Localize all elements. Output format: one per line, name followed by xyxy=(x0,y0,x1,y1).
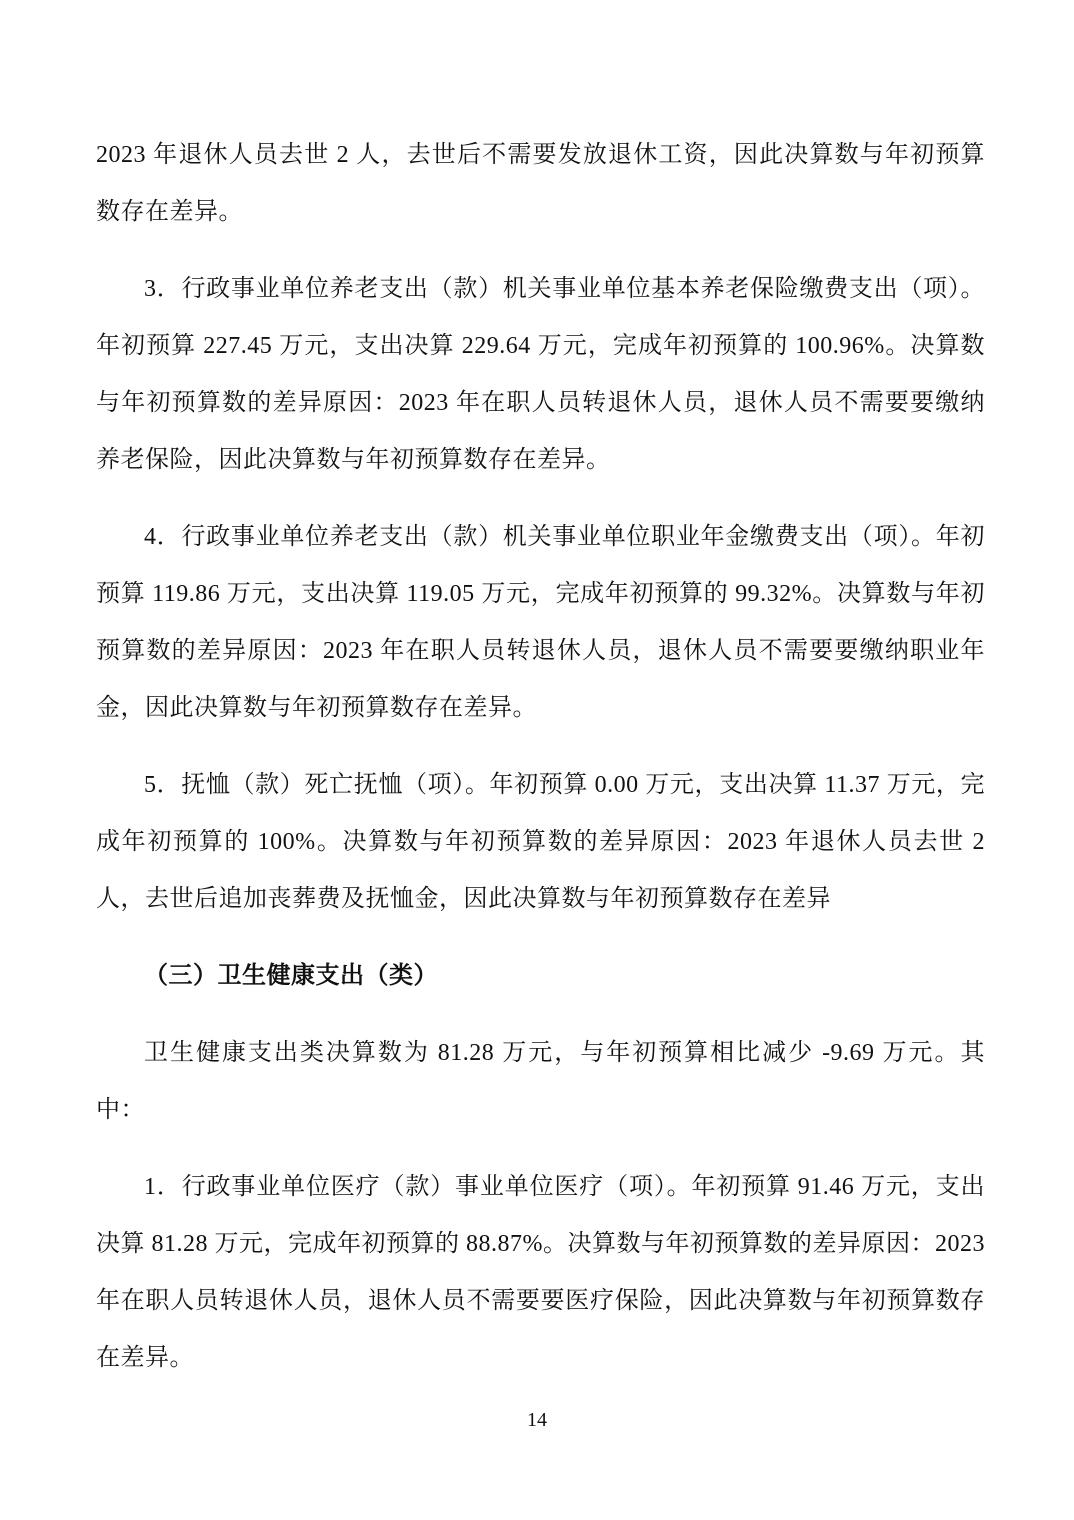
paragraph-item-1-medical-expenditure: 1．行政事业单位医疗（款）事业单位医疗（项）。年初预算 91.46 万元，支出决算 81.28 万元，完成年初预算的 88.87%。决算数与年初预算数的差异原因：2023 年在职人员转退休人员，退休人员不需要要医疗保险，因此决算数与年初预算数存在差异。 xyxy=(96,1174,985,1371)
document-body xyxy=(96,127,985,1387)
paragraph-health-expenditure-summary: 卫生健康支出类决算数为 81.28 万元，与年初预算相比减少 -9.69 万元。其中： xyxy=(96,1040,985,1123)
section-heading-health-expenditure: （三）卫生健康支出（类） xyxy=(144,963,438,989)
paragraph-pension-diff-continuation: 2023 年退休人员去世 2 人，去世后不需要发放退休工资，因此决算数与年初预算数存在差异。 xyxy=(96,142,985,225)
page-footer xyxy=(0,1405,1074,1435)
page-number: 14 xyxy=(527,1409,547,1431)
paragraph-item-4-occupational-annuity: 4．行政事业单位养老支出（款）机关事业单位职业年金缴费支出（项）。年初预算 119.86 万元，支出决算 119.05 万元，完成年初预算的 99.32%。决算数与年初预算数的差异原因：2023 年在职人员转退休人员，退休人员不需要要缴纳职业年金，因此决算数与年初预算数存在差异。 xyxy=(96,524,985,721)
paragraph-item-3-basic-pension-insurance: 3．行政事业单位养老支出（款）机关事业单位基本养老保险缴费支出（项）。年初预算 227.45 万元，支出决算 229.64 万元，完成年初预算的 100.96%。决算数与年初预算数的差异原因：2023 年在职人员转退休人员，退休人员不需要要缴纳养老保险，因此决算数与年初预算数存在差异。 xyxy=(96,276,985,473)
paragraph-item-5-death-pension: 5．抚恤（款）死亡抚恤（项）。年初预算 0.00 万元，支出决算 11.37 万元，完成年初预算的 100%。决算数与年初预算数的差异原因：2023 年退休人员去世 2 人，去世后追加丧葬费及抚恤金，因此决算数与年初预算数存在差异 xyxy=(96,772,985,912)
